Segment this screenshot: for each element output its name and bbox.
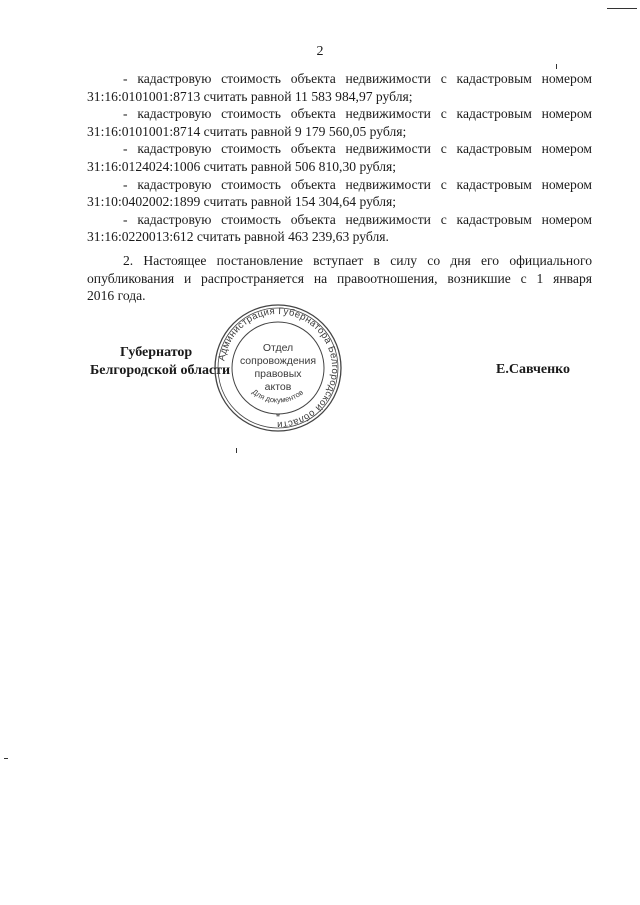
document-body	[87, 70, 592, 305]
signatory-name: Е.Савченко	[496, 362, 571, 377]
seal-inner-text: Для документов	[250, 387, 305, 405]
list-item	[87, 211, 592, 246]
seal-center-line: актов	[264, 381, 292, 393]
seal-center-line: правовых	[254, 368, 302, 380]
seal-center-line: сопровождения	[239, 355, 317, 367]
seal-center-line: Отдел	[262, 342, 294, 354]
seal-center-text	[212, 302, 344, 434]
list-item	[87, 105, 592, 140]
scan-mark	[607, 8, 637, 9]
item-line-2: 31:16:0101001:8713 считать равной 11 583 984,97 рубля;	[87, 88, 413, 104]
item-line-2: 31:10:0402002:1899 считать равной 154 304,64 рубля;	[87, 194, 397, 210]
scan-mark	[236, 448, 237, 453]
scan-mark	[556, 64, 557, 69]
signatory-title-line-2: Белгородской области	[90, 363, 231, 378]
list-item	[87, 70, 592, 105]
item-line-1: - кадастровую стоимость объекта недвижимости с кадастровым номером	[123, 106, 592, 122]
item-line-1: - кадастровую стоимость объекта недвижимости с кадастровым номером	[123, 176, 592, 192]
item-line-2: 31:16:0220013:612 считать равной 463 239,63 рубля.	[87, 229, 389, 245]
scan-mark	[4, 758, 8, 759]
seal-star: *	[275, 412, 281, 422]
official-seal	[212, 302, 344, 434]
item-line-2: 31:16:0124024:1006 считать равной 506 810,30 рубля;	[87, 158, 397, 174]
item-line-1: - кадастровую стоимость объекта недвижимости с кадастровым номером	[123, 71, 592, 86]
clause-2-text: 2. Настоящее постановление вступает в силу со дня его официального опубликования и распространяется на правоотношения, возникшие с 1 января	[87, 252, 592, 286]
list-item	[87, 176, 592, 211]
item-line-2: 31:16:0101001:8714 считать равной 9 179 560,05 рубля;	[87, 123, 407, 139]
seal-ring-text: Администрация Губернатора Белгородской области	[216, 305, 341, 431]
signatory-title-line-1: Губернатор	[120, 345, 193, 360]
clause-2	[87, 252, 592, 305]
item-line-1: - кадастровую стоимость объекта недвижимости с кадастровым номером	[123, 211, 592, 227]
list-item	[87, 140, 592, 175]
clause-2-tail: 2016 года.	[87, 288, 146, 304]
item-line-1: - кадастровую стоимость объекта недвижимости с кадастровым номером	[123, 141, 592, 157]
page-number: 2	[316, 44, 324, 59]
signatory-title	[90, 344, 230, 380]
